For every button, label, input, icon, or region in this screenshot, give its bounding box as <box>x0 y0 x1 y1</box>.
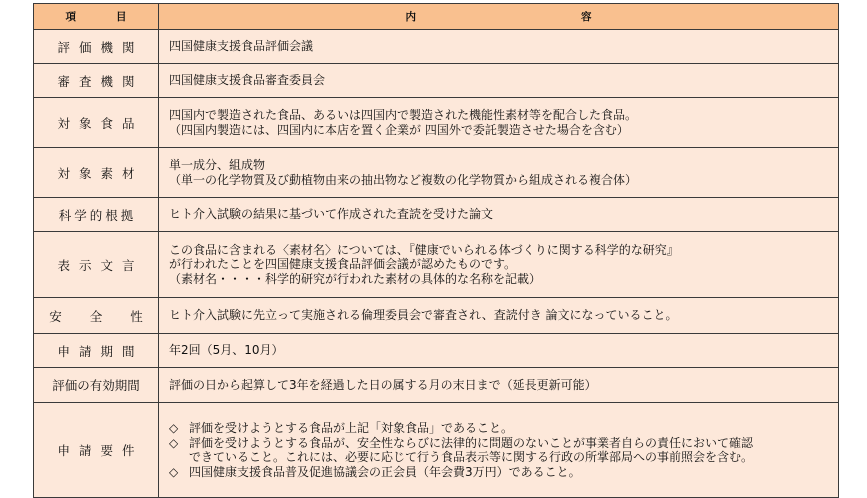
row-content <box>159 98 839 148</box>
label-char: 食 <box>100 115 114 131</box>
row-label <box>34 148 159 198</box>
row-label <box>34 334 159 368</box>
label-char: 評 <box>57 39 70 55</box>
label-char: 素 <box>100 165 114 181</box>
label-char: 件 <box>122 443 135 458</box>
label-char: 科 <box>58 207 72 223</box>
content-line: 四国内で製造された食品、あるいは四国内で製造された機能性素材等を配合した食品。 <box>169 108 638 122</box>
label-char: 品 <box>122 115 135 131</box>
label-text: 評価の有効期間 <box>52 378 140 393</box>
table-row-target-food <box>34 98 839 148</box>
header-item-char: 目 <box>116 11 127 23</box>
row-label <box>34 198 159 232</box>
content-line: （単一の化学物質及び動植物由来の抽出物など複数の化学物質から組成される複合体） <box>169 172 638 187</box>
label-char: 象 <box>78 165 92 181</box>
requirement-text-continuation: できていること。これには、必要に応じて行う食品表示等に関する行政の所掌部局への事前照会を含む。 <box>189 450 754 464</box>
header-content-char: 容 <box>581 11 592 23</box>
label-char: 性 <box>130 308 143 324</box>
header-content <box>159 4 839 30</box>
content-line: ヒト介入試験に先立って実施される倫理委員会で審査され、査読付き 論文になっていること。 <box>169 308 678 323</box>
content-line: 評価の日から起算して3年を経過した日の属する月の末日まで（延長更新可能） <box>169 377 597 392</box>
row-label <box>34 368 159 403</box>
requirement-item <box>169 465 828 480</box>
diamond-bullet-icon: ◇ <box>169 435 179 450</box>
label-char: 査 <box>78 73 92 89</box>
content-line: ヒト介入試験の結果に基づいて作成された査読を受けた論文 <box>169 207 494 222</box>
evaluation-spec-table <box>33 3 839 498</box>
label-char: 学 <box>74 207 87 223</box>
label-char: 関 <box>122 39 135 55</box>
table-row-validity-period <box>34 368 839 403</box>
label-char: 安 <box>49 308 62 324</box>
label-char: 対 <box>57 165 70 181</box>
requirement-text: 評価を受けようとする食品が、安全性ならびに法律的に問題のないことが事業者自らの責任において確認 <box>189 435 754 450</box>
row-content <box>159 334 839 368</box>
table-row-application-period <box>34 334 839 368</box>
row-content <box>159 403 839 498</box>
label-char: 表 <box>57 257 70 273</box>
table-row-target-material <box>34 148 839 198</box>
diamond-bullet-icon: ◇ <box>169 421 179 435</box>
content-line: （四国内製造には、四国内に本店を置く企業が 四国外で委託製造させた場合を含む） <box>169 122 629 137</box>
label-char: 要 <box>100 443 114 458</box>
table-row-safety <box>34 298 839 334</box>
row-content <box>159 64 839 98</box>
row-content <box>159 148 839 198</box>
label-char: 材 <box>122 165 135 181</box>
table-row-scientific-basis <box>34 198 839 232</box>
label-char: 請 <box>78 343 92 359</box>
row-label <box>34 232 159 298</box>
row-content <box>159 198 839 232</box>
row-content <box>159 232 839 298</box>
label-char: 審 <box>57 73 70 89</box>
label-char: 期 <box>100 343 114 359</box>
table-header-row <box>34 4 839 30</box>
content-line: 単一成分、組成物 <box>169 158 266 172</box>
row-label <box>34 298 159 334</box>
diamond-bullet-icon: ◇ <box>169 464 179 479</box>
row-label <box>34 98 159 148</box>
table-row-review-body <box>34 64 839 98</box>
label-char: 間 <box>122 343 135 359</box>
content-line: が行われたことを四国健康支援食品評価会議が認めたものです。 <box>169 257 517 272</box>
requirement-text: 評価を受けようとする食品が上記「対象食品」であること。 <box>189 421 514 435</box>
label-char: 拠 <box>120 207 134 223</box>
label-char: 請 <box>78 443 92 458</box>
label-char: 根 <box>105 207 118 223</box>
content-line: 四国健康支援食品審査委員会 <box>169 73 326 88</box>
label-char: 的 <box>89 207 103 223</box>
header-item-char: 項 <box>65 11 76 23</box>
content-line: 四国健康支援食品評価会議 <box>169 39 314 54</box>
label-char: 対 <box>57 115 70 131</box>
content-line: この食品に含まれる〈素材名〉については、『健康でいられる体づくりに関する科学的な研究』 <box>169 242 679 257</box>
row-content <box>159 298 839 334</box>
requirement-text: 四国健康支援食品普及促進協議会の正会員（年会費3万円）であること。 <box>189 464 581 479</box>
row-content <box>159 368 839 403</box>
table-row-application-requirements <box>34 403 839 498</box>
label-char: 機 <box>100 39 114 55</box>
header-content-char: 内 <box>405 11 416 23</box>
label-char: 示 <box>78 257 92 273</box>
label-char: 価 <box>78 39 92 55</box>
label-char: 関 <box>122 73 135 89</box>
content-line: （素材名・・・・科学的研究が行われた素材の具体的な名称を記載） <box>169 271 542 286</box>
label-char: 象 <box>78 115 92 131</box>
row-content <box>159 30 839 64</box>
label-char: 機 <box>100 73 114 89</box>
row-label <box>34 64 159 98</box>
label-char: 言 <box>122 257 135 273</box>
table-row-display-wording <box>34 232 839 298</box>
content-line: 年2回（5月、10月） <box>169 343 284 358</box>
label-char: 文 <box>100 257 114 273</box>
row-label <box>34 403 159 498</box>
requirement-item <box>169 421 828 436</box>
table-row-evaluation-body <box>34 30 839 64</box>
header-item <box>34 4 159 30</box>
label-char: 申 <box>57 443 70 458</box>
label-char: 申 <box>57 343 70 359</box>
requirement-item <box>169 436 828 451</box>
label-char: 全 <box>89 308 103 324</box>
row-label <box>34 30 159 64</box>
